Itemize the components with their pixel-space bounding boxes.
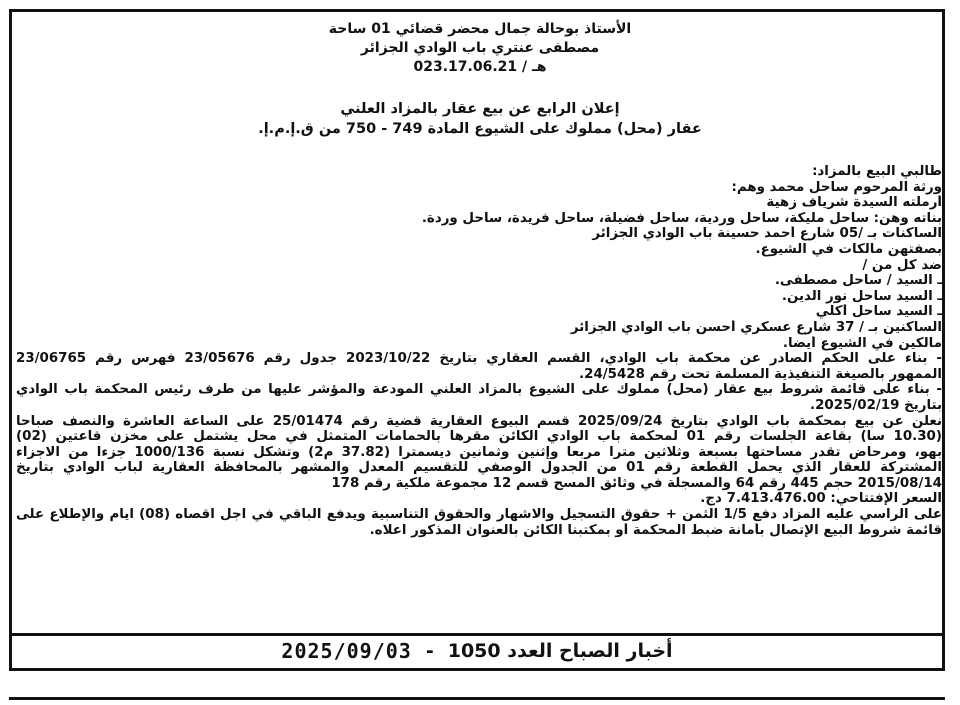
announcement-body [16, 164, 942, 538]
paragraph-line: المشتركة للعقار الذي يحمل القطعة رقم 01 من الجدول الوصفي للتقسيم المعدل والمشهر بالمحافظة العقارية لباب الوادي بتاريخ [16, 460, 942, 476]
body-line: ـ السيد ساحل نور الدين. [781, 288, 942, 304]
paragraph-line: على الراسي عليه المزاد دفع 1/5 الثمن + حقوق التسجيل والاشهار والحقوق التناسبية ويدفع الباقي في اجل اقصاه (08) ايام والإطلاع على [16, 507, 942, 523]
body-line: ـ السيد ساحل أكلي [815, 304, 942, 320]
body-line: الساكنات بـ /05 شارع أحمد حسينة باب الوادي الجزائر [592, 226, 942, 242]
body-line: الساكنين بـ / 37 شارع عسكري أحسن باب الوادي الجزائر [570, 319, 942, 335]
paragraph-line: قائمة شروط البيع الإتصال بأمانة ضبط المحكمة أو بمكتبنا الكائن بالعنوان المذكور اعلاه. [369, 522, 942, 538]
paragraph-line: نعلن عن بيع بمحكمة باب الوادي بتاريخ 2025/09/24 قسم البيوع العقارية قضية رقم 25/01474 على الساعة العاشرة والنصف صباحا [16, 413, 942, 429]
paragraph-line: - بناء على الحكم الصادر عن محكمة باب الوادي، القسم العقاري بتاريخ 2023/10/22 جدول رقم 23/05676 فهرس رقم 23/06765 [16, 351, 942, 367]
body-line: مالكين في الشيوع أيضا. [782, 335, 942, 351]
body-line: طالبي البيع بالمزاد: [812, 164, 942, 179]
body-line: ضد كل من / [862, 257, 942, 273]
opening-price: السعر الإفتتاحي: 7.413.476.00 دج. [700, 491, 942, 507]
announcement-title: إعلان الرابع عن بيع عقار بالمزاد العلني [340, 101, 620, 117]
file-reference: هـ / 023.17.06.21 [413, 59, 547, 75]
body-line: بصفتهن مالكات في الشيوع. [755, 241, 942, 257]
publication-name: أخبار الصباح العدد 1050 [447, 640, 673, 662]
publication-date: 2025/09/03 [281, 639, 412, 663]
page-bottom-rule [9, 697, 945, 700]
body-line: ورثة المرحوم ساحل محمد وهم: [731, 179, 942, 195]
announcement-subtitle: عقار (محل) مملوك على الشيوع المادة 749 - 750 من ق.إ.م.إ. [258, 121, 702, 137]
announcement-header [60, 20, 900, 139]
paragraph-line: الممهور بالصيغة التنفيذية المسلمة تحت رقم 24/5428. [579, 366, 942, 382]
paragraph-line: - بناء على قائمة شروط بيع عقار (محل) مملوك على الشيوع بالمزاد العلني المودعة والمؤشر عليها من طرف رئيس المحكمة باب الوادي [16, 382, 942, 398]
paragraph-line: بهو، ومرحاض تقدر مساحتها بسبعة وثلاثين مترا مربعا وإثنين وثمانين ديسمترا (37.82 م2) وتشكل نسبة 1000/136 جزءا من الاجزاء [16, 444, 942, 460]
bailiff-line-1: الأستاذ بوحالة جمال محضر قضائي 01 ساحة [328, 21, 632, 37]
body-line: بناته وهن: ساحل مليكة، ساحل وردية، ساحل فضيلة، ساحل فريدة، ساحل وردة. [421, 210, 942, 226]
body-line: أرملته السيدة شرياف زهية [766, 195, 942, 211]
paragraph-line: بتاريخ 2025/02/19. [810, 397, 942, 413]
paragraph-line: (10.30 سا) بقاعة الجلسات رقم 01 لمحكمة باب الوادي الكائن مقرها بالحمامات المتمثل في محل يشتمل على مخزن قاعتين (02) [16, 429, 942, 445]
publication-footer [9, 634, 945, 668]
paragraph-line: 2015/08/14 حجم 445 رقم 64 والمسجلة في وثائق المسح قسم 12 مجموعة ملكية رقم 178 [331, 475, 942, 491]
bailiff-line-2: مصطفى عنتري باب الوادي الجزائر [360, 40, 600, 56]
body-line: ـ السيد / ساحل مصطفى. [774, 273, 942, 289]
footer-separator: - [425, 640, 434, 662]
